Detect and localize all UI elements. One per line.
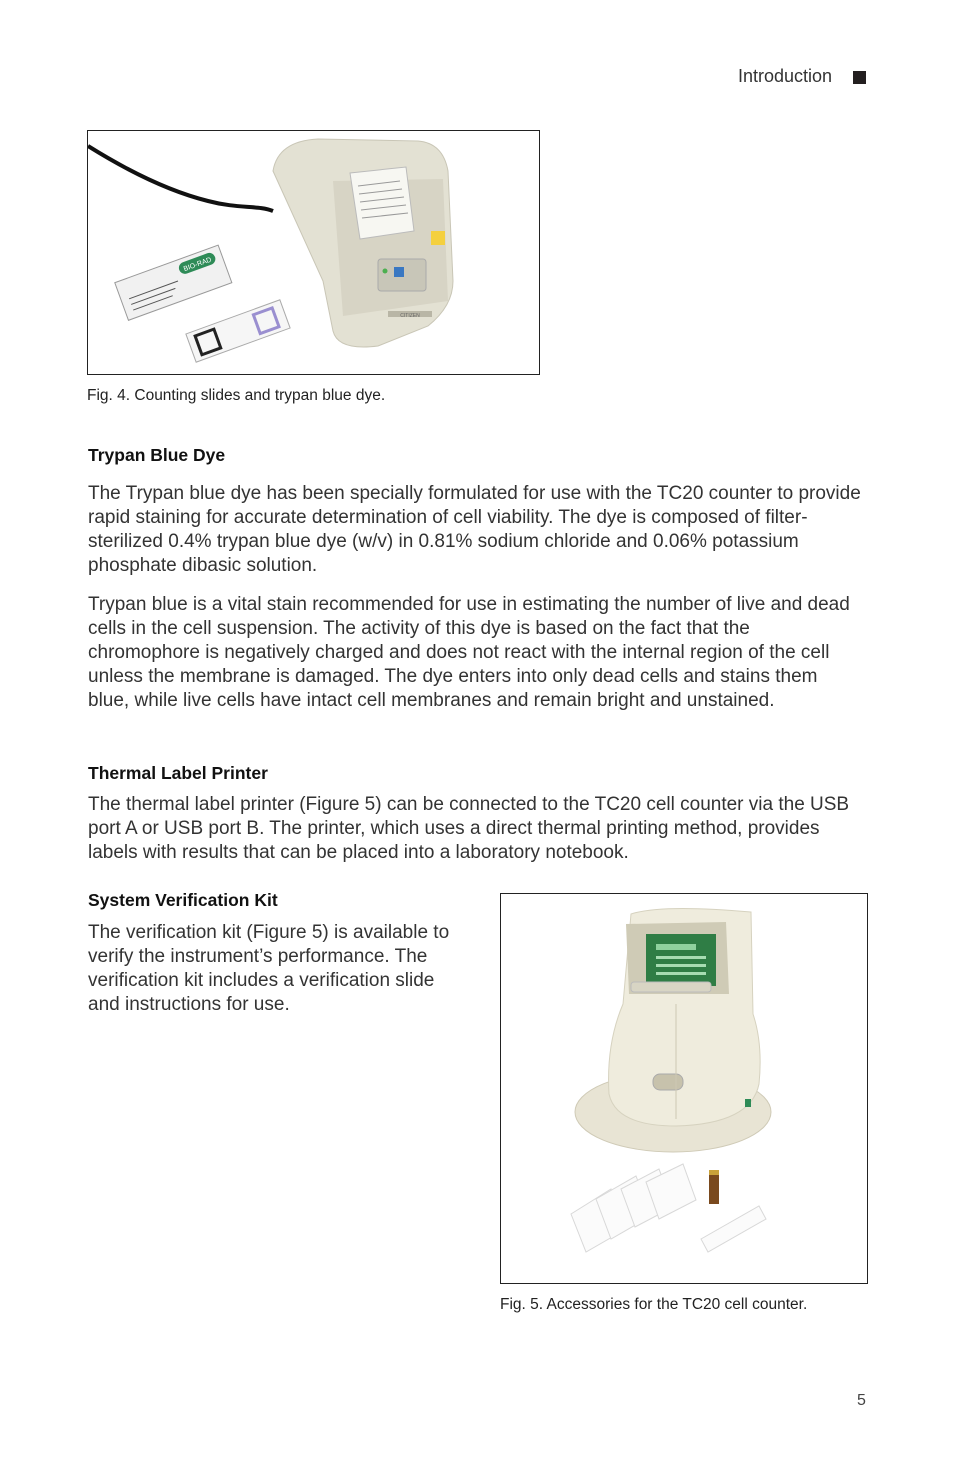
kit-heading: System Verification Kit — [88, 890, 278, 910]
trypan-paragraph-2: Trypan blue is a vital stain recommended for use in estimating the number of live and dead cells in the cell suspension. The activity of this dye is based on the fact that the chromophore is negatively charged and does not react with the internal region of the cell unless the membrane is damaged. The dye enters into only dead cells and stains them blue, while live cells have intact cell membranes and remain bright and unstained. — [88, 594, 850, 711]
figure-5-image — [500, 893, 868, 1284]
printer-paragraph: The thermal label printer (Figure 5) can be connected to the TC20 cell counter via the USB port A or USB port B. The printer, which uses a direct thermal printing method, provides labels with results that can be placed into a laboratory notebook. — [88, 794, 850, 863]
printer-heading: Thermal Label Printer — [88, 763, 268, 783]
bio-rad-logo: BIO-RAD — [182, 256, 213, 274]
printer-illustration — [88, 131, 539, 374]
figure-5-caption: Fig. 5. Accessories for the TC20 cell counter. — [500, 1296, 808, 1313]
kit-paragraph: The verification kit (Figure 5) is available to verify the instrument’s performance. The verification kit includes a verification slide and instructions for use. — [88, 922, 450, 1015]
figure-4-caption: Fig. 4. Counting slides and trypan blue dye. — [87, 387, 386, 404]
trypan-heading: Trypan Blue Dye — [88, 445, 226, 465]
figure-4-image — [87, 130, 540, 375]
trypan-paragraph-1: The Trypan blue dye has been specially formulated for use with the TC20 counter to provide rapid staining for accurate determination of cell viability. The dye is composed of filter-sterilized 0.4% trypan blue dye (w/v) in 0.81% sodium chloride and 0.06% potassium phosphate dibasic solution. — [88, 483, 861, 576]
page-number: 5 — [857, 1392, 866, 1409]
printer-brand-text: CITIZEN — [400, 313, 420, 319]
header-square-icon — [853, 71, 866, 84]
running-header: Introduction — [737, 66, 832, 86]
cell-counter-illustration — [501, 894, 867, 1283]
